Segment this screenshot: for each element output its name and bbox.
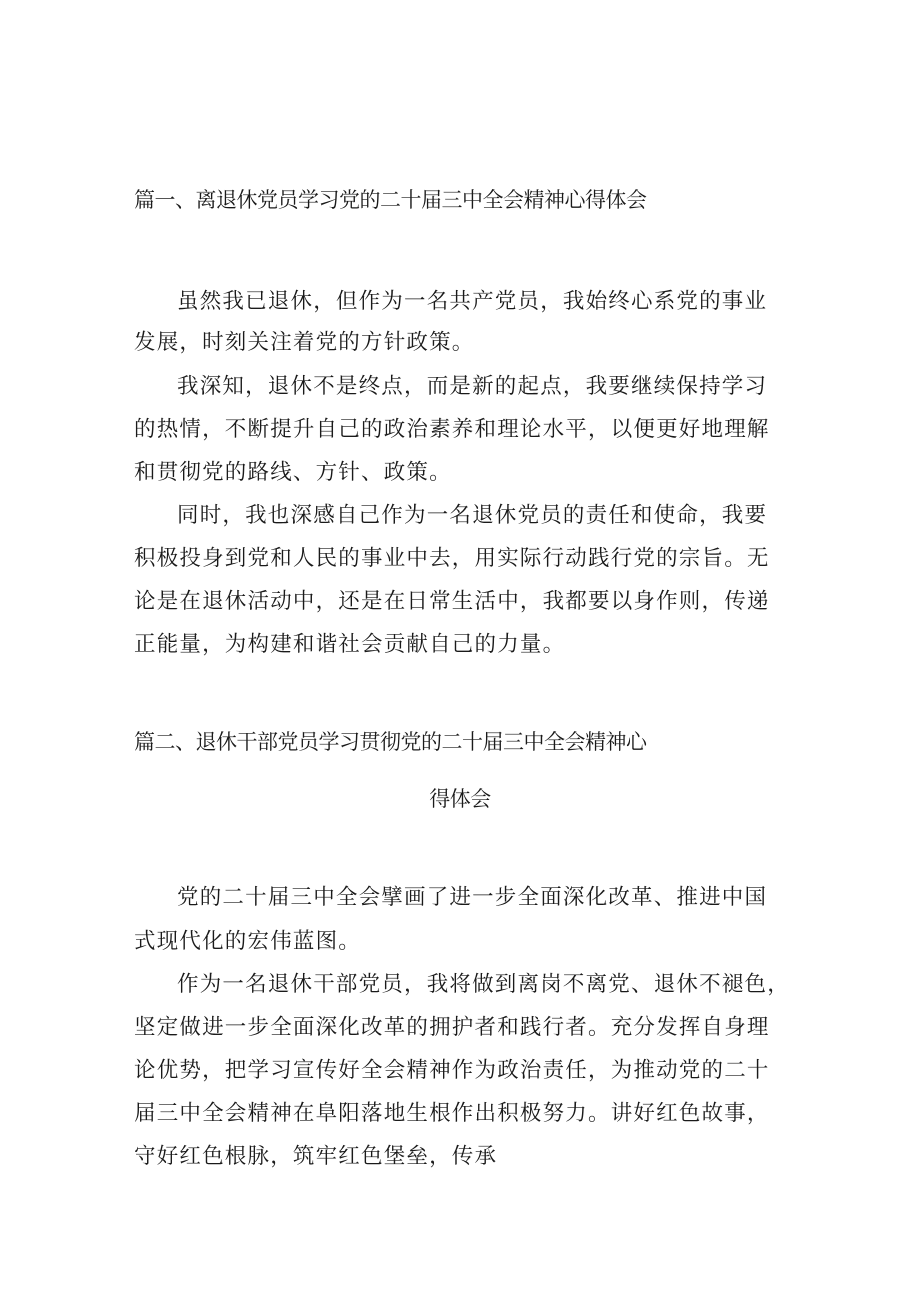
s2-p1-line2: 式现代化的宏伟蓝图。 (134, 929, 362, 954)
s2-p2-line1: 作为一名退休干部党员，我将做到离岗不离党、退休不褪色， (177, 972, 790, 997)
s2-p2-line3: 论优势，把学习宣传好全会精神作为政治责任，为推动党的二十 (134, 1058, 770, 1083)
s1-p3-line4: 正能量，为构建和谐社会贡献自己的力量。 (134, 632, 566, 657)
s2-p2-line4: 届三中全会精神在阜阳落地生根作出积极努力。讲好红色故事， (134, 1101, 770, 1126)
s1-p3-line2: 积极投身到党和人民的事业中去，用实际行动践行党的宗旨。无 (134, 546, 770, 571)
s1-p1-line2: 发展，时刻关注着党的方针政策。 (134, 330, 475, 355)
s1-p2-line1: 我深知，退休不是终点，而是新的起点，我要继续保持学习 (177, 374, 768, 399)
s1-p1-line1: 虽然我已退休，但作为一名共产党员，我始终心系党的事业 (177, 289, 768, 314)
s1-p2-line2: 的热情，不断提升自己的政治素养和理论水平，以便更好地理解 (134, 417, 770, 442)
s2-p1-line1: 党的二十届三中全会擘画了进一步全面深化改革、推进中国 (177, 885, 768, 910)
s1-p3-line3: 论是在退休活动中，还是在日常生活中，我都要以身作则，传递 (134, 589, 770, 614)
s2-p2-line2: 坚定做进一步全面深化改革的拥护者和践行者。充分发挥自身理 (134, 1015, 770, 1040)
section-2-title-line2: 得体会 (429, 787, 491, 811)
s2-p2-line5: 守好红色根脉，筑牢红色堡垒，传承 (134, 1144, 498, 1169)
section-2-title-line1: 篇二、退休干部党员学习贯彻党的二十届三中全会精神心 (134, 730, 647, 754)
section-1-title: 篇一、离退休党员学习党的二十届三中全会精神心得体会 (134, 188, 647, 212)
s1-p3-line1: 同时，我也深感自己作为一名退休党员的责任和使命，我要 (177, 503, 768, 528)
s1-p2-line3: 和贯彻党的路线、方针、政策。 (134, 460, 452, 485)
